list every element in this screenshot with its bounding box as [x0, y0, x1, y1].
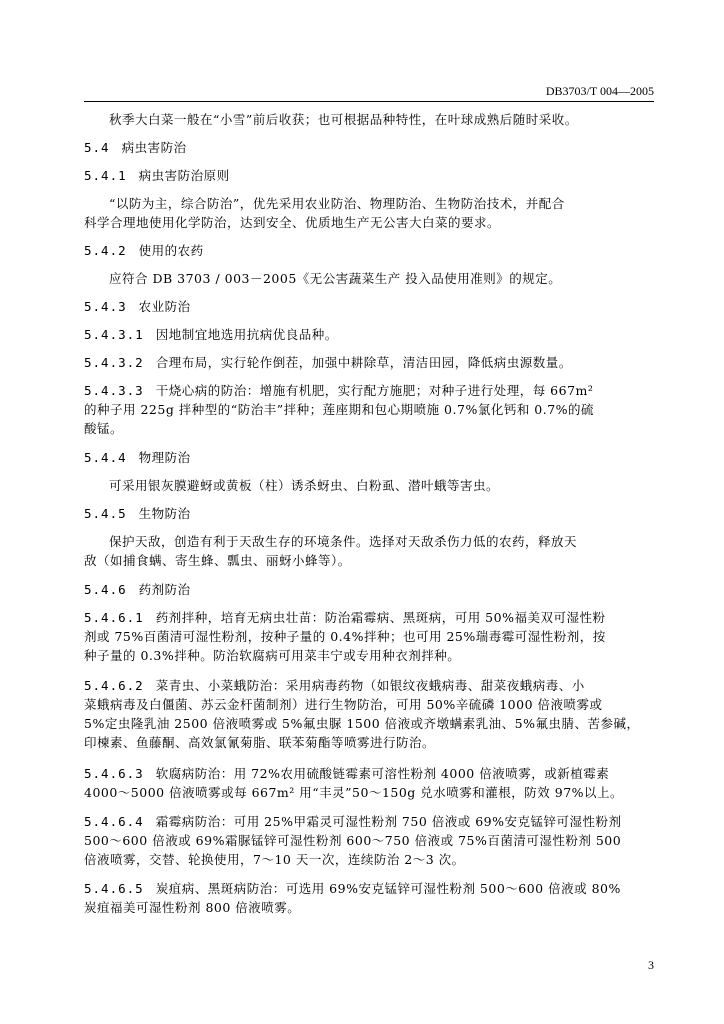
page-number: 3	[648, 958, 654, 972]
clause-number: 5.4.3.3	[84, 383, 144, 398]
section-title: 农业防治	[138, 299, 191, 314]
clause-5-4-6-1	[84, 608, 654, 665]
text-line: 500～600 倍液或 69%霜脲锰锌可湿性粉剂 600～750 倍液或 75%百菌清可湿性粉剂 500	[84, 833, 622, 848]
clause-number: 5.4.6.2	[84, 678, 144, 693]
text-line: 种子量的 0.3%拌种。防治软腐病可用菜丰宁或专用种衣剂拌种。	[84, 648, 461, 663]
paragraph-5-4-2	[84, 269, 654, 288]
section-heading-5-4-4	[84, 448, 654, 467]
text-line: 敌（如捕食螨、寄生蜂、瓢虫、丽蚜小蜂等）。	[84, 553, 351, 568]
text-line: 菜青虫、小菜蛾防治：采用病毒药物（如银纹夜蛾病毒、甜菜夜蛾病毒、小	[155, 678, 585, 693]
clause-number: 5.4.6.4	[84, 814, 144, 829]
text-line: 秋季大白菜一般在“小雪”前后收获；也可根据品种特性，在叶球成熟后随时采收。	[109, 112, 578, 127]
text-line: 炭疽病、黑斑病防治：可选用 69%安克锰锌可湿性粉剂 500～600 倍液或 80%	[155, 881, 621, 896]
section-number: 5.4.1	[84, 168, 127, 183]
text-line: 的种子用 225g 拌种型的“防治丰”拌种；莲座期和包心期喷施 0.7%氯化钙和 0.7%的硫	[84, 402, 595, 417]
standard-code-header: DB3703/T 004—2005	[545, 84, 654, 98]
clause-number: 5.4.3.1	[84, 327, 144, 342]
section-heading-5-4-1	[84, 166, 654, 185]
section-title: 病虫害防治	[121, 140, 187, 155]
clause-5-4-3-1	[84, 325, 654, 344]
clause-5-4-6-5	[84, 879, 654, 917]
text-line: 炭疽福美可湿性粉剂 800 倍液喷雾。	[84, 900, 301, 915]
text-line: 倍液喷雾，交替、轮换使用，7～10 天一次，连续防治 2～3 次。	[84, 852, 465, 867]
text-line: 霜霉病防治：可用 25%甲霜灵可湿性粉剂 750 倍液或 69%安克锰锌可湿性粉剂	[155, 814, 622, 829]
clause-number: 5.4.6.5	[84, 881, 144, 896]
text-line: 4000～5000 倍液喷雾或每 667m² 用“丰灵”50～150g 兑水喷雾和灌根，防效 97%以上。	[84, 785, 624, 800]
section-title: 药剂防治	[138, 582, 191, 597]
text-line: 菜蛾病毒及白僵菌、苏云金杆菌制剂）进行生物防治，可用 50%辛硫磷 1000 倍液喷雾或	[84, 697, 603, 712]
clause-number: 5.4.3.2	[84, 355, 144, 370]
section-title: 使用的农药	[138, 243, 204, 258]
text-line: 5%定虫隆乳油 2500 倍液喷雾或 5%氟虫脲 1500 倍液或齐墩螨素乳油、5%氟虫腈、苦参碱，	[84, 716, 640, 731]
text-line: 应符合 DB 3703 / 003－2005《无公害蔬菜生产 投入品使用准则》的规定。	[109, 271, 562, 286]
paragraph-5-4-1	[84, 194, 654, 232]
section-number: 5.4.3	[84, 299, 127, 314]
paragraph-harvest	[84, 110, 654, 129]
text-line: 剂或 75%百菌清可湿性粉剂，按种子量的 0.4%拌种；也可用 25%瑞毒霉可湿性粉剂，按	[84, 629, 606, 644]
clause-5-4-6-2	[84, 676, 654, 752]
section-title: 生物防治	[138, 506, 191, 521]
clause-5-4-6-4	[84, 812, 654, 869]
section-title: 病虫害防治原则	[138, 168, 230, 183]
section-number: 5.4	[84, 140, 110, 155]
text-line: 可采用银灰膜避蚜或黄板（柱）诱杀蚜虫、白粉虱、潜叶蛾等害虫。	[109, 478, 500, 493]
section-heading-5-4-6	[84, 580, 654, 599]
section-title: 物理防治	[138, 450, 191, 465]
clause-5-4-3-2	[84, 353, 654, 372]
header-rule	[84, 101, 654, 102]
clause-5-4-6-3	[84, 764, 654, 802]
text-line: 因地制宜地选用抗病优良品种。	[155, 327, 338, 342]
text-line: 保护天敌，创造有利于天敌生存的环境条件。选择对天敌杀伤力低的农药，释放天	[109, 534, 578, 549]
section-heading-5-4-2	[84, 241, 654, 260]
section-number: 5.4.2	[84, 243, 127, 258]
text-line: 干烧心病的防治：增施有机肥，实行配方施肥；对种子进行处理，每 667m²	[155, 383, 594, 398]
clause-number: 5.4.6.1	[84, 610, 144, 625]
clause-number: 5.4.6.3	[84, 766, 144, 781]
section-heading-5-4	[84, 138, 654, 157]
text-line: 印楝素、鱼藤酮、高效氯氰菊脂、联苯菊酯等喷雾进行防治。	[84, 735, 436, 750]
section-number: 5.4.4	[84, 450, 127, 465]
text-line: 酸锰。	[84, 421, 124, 436]
section-heading-5-4-5	[84, 504, 654, 523]
paragraph-5-4-4	[84, 476, 654, 495]
text-line: “以防为主，综合防治”，优先采用农业防治、物理防治、生物防治技术，并配合	[109, 196, 565, 211]
text-line: 软腐病防治：用 72%农用硫酸链霉素可溶性粉剂 4000 倍液喷雾，或新植霉素	[155, 766, 610, 781]
section-heading-5-4-3	[84, 297, 654, 316]
section-number: 5.4.5	[84, 506, 127, 521]
text-line: 合理布局，实行轮作倒茬，加强中耕除草，清洁田园，降低病虫源数量。	[155, 355, 572, 370]
section-number: 5.4.6	[84, 582, 127, 597]
paragraph-5-4-5	[84, 532, 654, 570]
text-line: 科学合理地使用化学防治，达到安全、优质地生产无公害大白菜的要求。	[84, 215, 501, 230]
text-line: 药剂拌种，培育无病虫壮苗：防治霜霉病、黑斑病，可用 50%福美双可湿性粉	[155, 610, 606, 625]
clause-5-4-3-3	[84, 381, 654, 438]
